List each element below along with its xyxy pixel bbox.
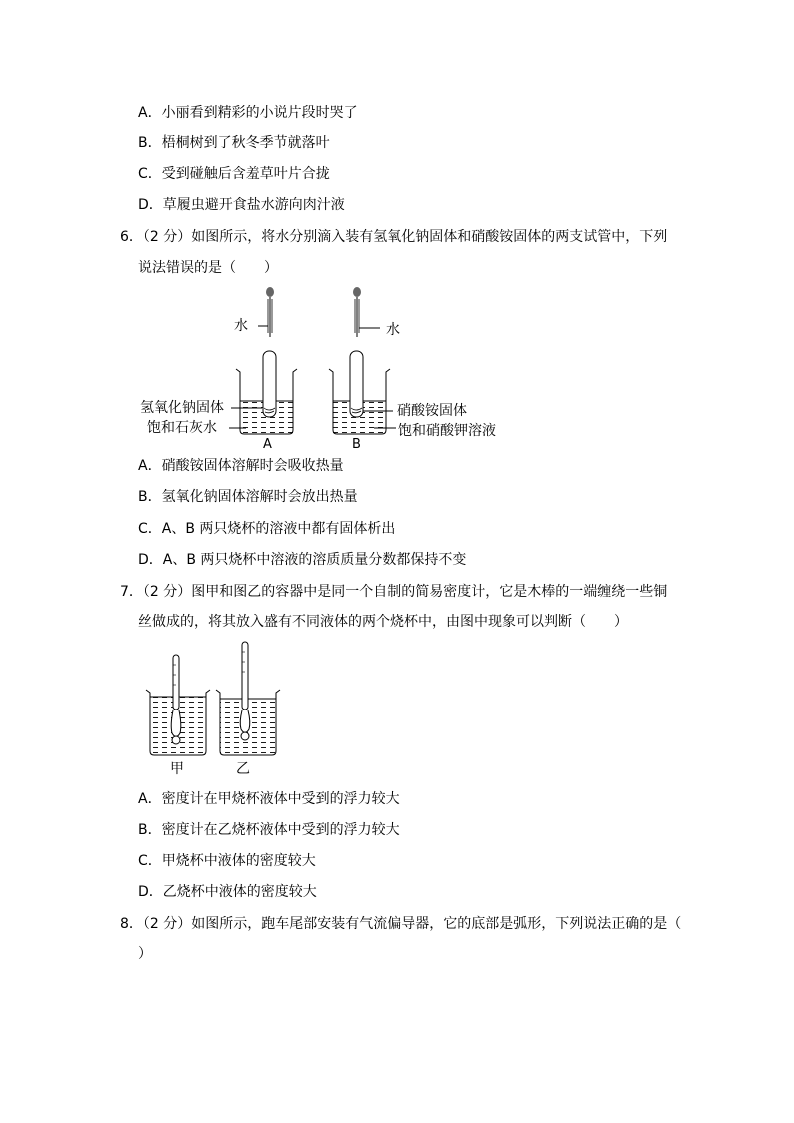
q5-option-b: B．梧桐树到了秋冬季节就落叶 xyxy=(138,135,330,151)
q7-option-a: A．密度计在甲烧杯液体中受到的浮力较大 xyxy=(138,791,400,807)
q6-water-left-label: 水 xyxy=(234,318,248,334)
q6-stem-line2: 说法错误的是（ ） xyxy=(138,260,278,276)
q7-option-c: C．甲烧杯中液体的密度较大 xyxy=(138,853,316,869)
q6-liquid-a-label: 饱和石灰水 xyxy=(147,420,217,436)
beaker-jia xyxy=(146,655,210,755)
q7-option-d: D．乙烧杯中液体的密度较大 xyxy=(138,884,317,900)
beaker-b xyxy=(329,351,390,434)
q6-solid-a-label: 氢氧化钠固体 xyxy=(140,400,224,416)
q7-stem-line1: 7．（2 分）图甲和图乙的容器中是同一个自制的简易密度计，它是木棒的一端缠绕一些铜 xyxy=(120,584,668,600)
q5-option-d: D．草履虫避开食盐水游向肉汁液 xyxy=(138,197,345,213)
q6-water-right-label: 水 xyxy=(386,322,400,338)
q6-option-b: B．氢氧化钠固体溶解时会放出热量 xyxy=(138,489,358,505)
q6-option-c: C．A、B 两只烧杯的溶液中都有固体析出 xyxy=(138,521,396,537)
q7-stem-line2: 丝做成的，将其放入盛有不同液体的两个烧杯中，由图中现象可以判断（ ） xyxy=(138,614,628,630)
q8-stem-line2: ） xyxy=(138,946,152,962)
beaker-a xyxy=(236,351,297,434)
q6-option-d: D．A、B 两只烧杯中溶液的溶质质量分数都保持不变 xyxy=(138,552,467,568)
q7-yi-label: 乙 xyxy=(236,761,250,777)
q8-stem-line1: 8．（2 分）如图所示，跑车尾部安装有气流偏导器，它的底部是弧形，下列说法正确的是（ xyxy=(120,916,682,932)
dropper-right-icon xyxy=(353,287,380,337)
q6-solid-b-label: 硝酸铵固体 xyxy=(397,403,467,419)
q6-liquid-b-label: 饱和硝酸钾溶液 xyxy=(398,423,496,439)
q7-option-b: B．密度计在乙烧杯液体中受到的浮力较大 xyxy=(138,822,400,838)
q6-beaker-b-label: B xyxy=(352,437,361,452)
q5-option-c: C．受到碰触后含羞草叶片合拢 xyxy=(138,166,330,182)
dropper-left-icon xyxy=(258,287,274,337)
q6-stem-line1: 6．（2 分）如图所示，将水分别滴入装有氢氧化钠固体和硝酸铵固体的两支试管中，下列 xyxy=(120,229,668,245)
beaker-yi xyxy=(216,642,280,755)
q5-option-a: A．小丽看到精彩的小说片段时哭了 xyxy=(138,105,358,121)
q7-jia-label: 甲 xyxy=(170,761,184,777)
q6-option-a: A．硝酸铵固体溶解时会吸收热量 xyxy=(138,458,344,474)
q6-beaker-a-label: A xyxy=(263,437,272,452)
